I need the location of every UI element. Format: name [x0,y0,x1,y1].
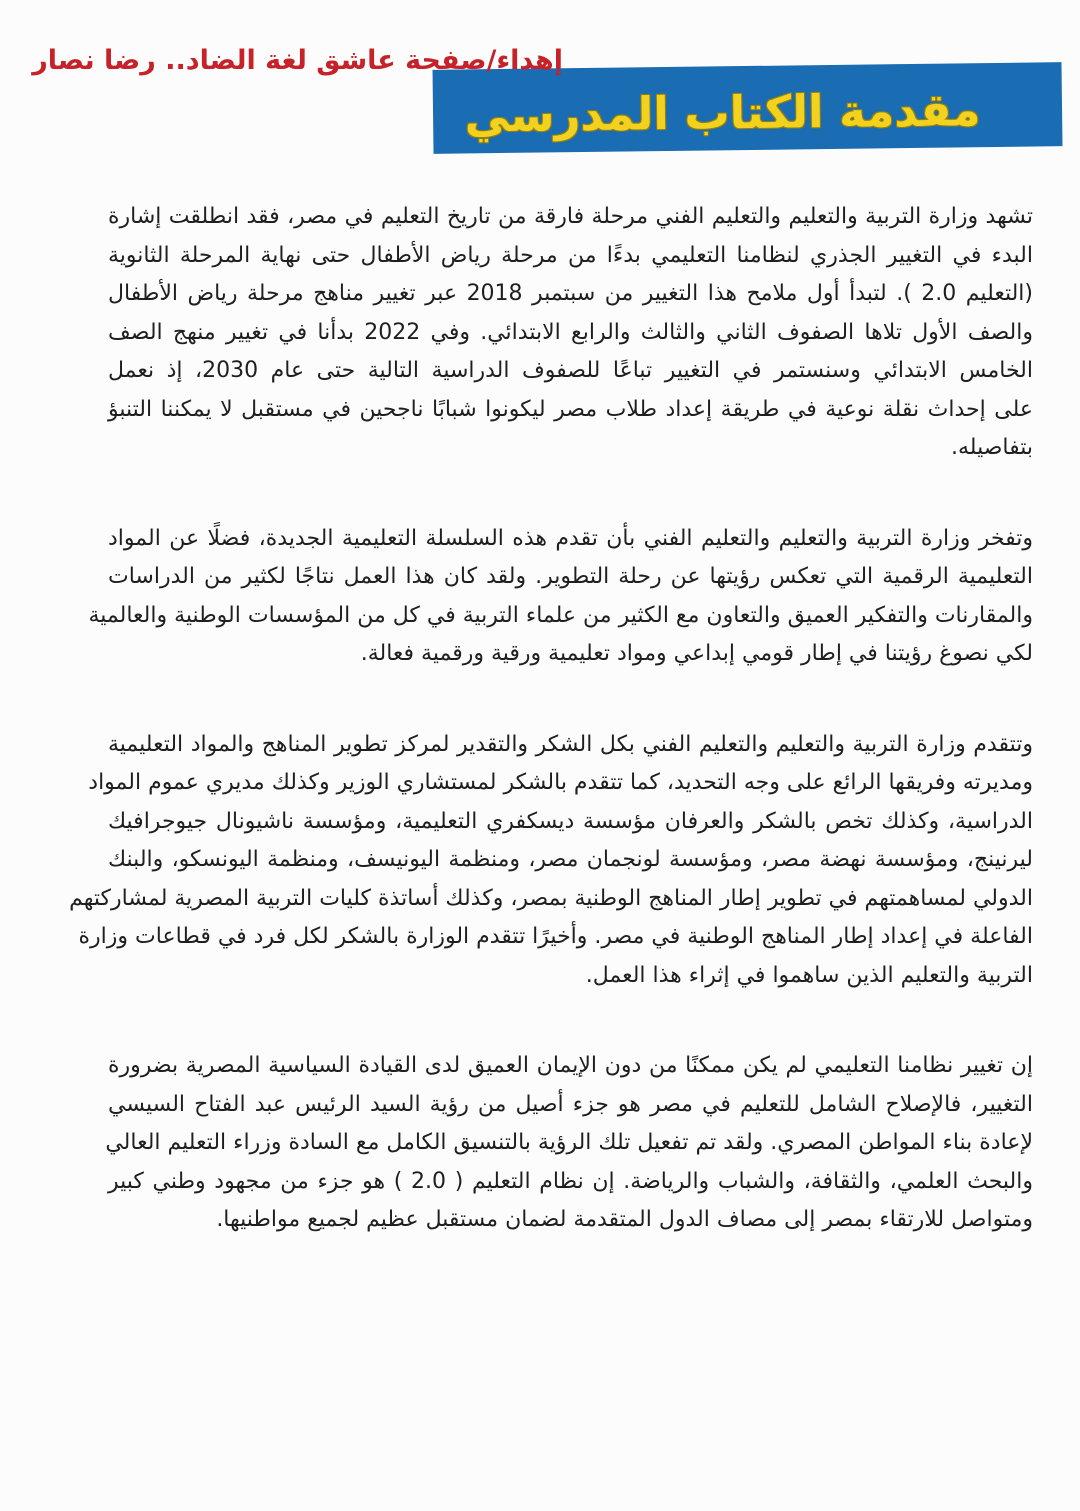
text-line: الدولي لمساهمتهم في تطوير إطار المناهج الوطنية بمصر، وكذلك أساتذة كليات التربية المصرية لمشاركتهم [69,885,1033,911]
paragraph [108,198,1033,468]
text-line: الدراسية، وكذلك تخص بالشكر والعرفان مؤسسة ديسكفري التعليمية، ومؤسسة ناشيونال جيوجرافيك [108,808,1033,834]
text-line: الفاعلة في إعداد إطار المناهج الوطنية في مصر. وأخيرًا تتقدم الوزارة بالشكر لكل فرد في قطاعات وزارة [78,924,1033,949]
paragraph [88,520,1033,674]
text-line: لكي نصوغ رؤيتنا في إطار قومي إبداعي ومواد تعليمية ورقية ورقمية فعالة. [360,641,1033,666]
text-line: التربية والتعليم الذين ساهموا في إثراء هذا العمل. [585,962,1033,988]
text-line: الخامس الابتدائي وسنستمر في التغيير تباعًا للصفوف الدراسية التالية حتى عام 2030، إذ نعمل [108,358,1033,383]
text-line: بتفاصيله. [951,435,1033,460]
text-line: ومديرته وفريقها الرائع على وجه التحديد، كما تتقدم بالشكر لمستشاري الوزير وكذلك مديري عموم المواد [88,770,1033,795]
text-line: ومتواصل للارتقاء بمصر إلى مصاف الدول المتقدمة لضمان مستقبل عظيم لجميع مواطنيها. [216,1207,1033,1232]
text-line: (التعليم 2.0 ). لتبدأ أول ملامح هذا التغيير من سبتمبر 2018 عبر تغيير مناهج مرحلة رياض الأطفال [108,281,1033,306]
dedication-watermark: إهداء/صفحة عاشق لغة الضاد.. رضا نصار [32,45,563,76]
text-line: والمقارنات والتفكير العميق والتعاون مع الكثير من علماء التربية في كل من المؤسسات الوطنية والعالمية [88,602,1033,628]
body-text [69,198,1033,1292]
text-line: وتفخر وزارة التربية والتعليم والتعليم الفني بأن تقدم هذه السلسلة التعليمية الجديدة، فضلًا عن المواد [108,525,1033,551]
page-title: مقدمة الكتاب المدرسي [464,82,981,142]
text-line: وتتقدم وزارة التربية والتعليم والتعليم الفني بكل الشكر والتقدير لمركز تطوير المناهج والمواد التعليمية [108,731,1033,757]
text-line: لإعادة بناء المواطن المصري. ولقد تم تفعيل تلك الرؤية بالتنسيق الكامل مع السادة وزراء التعليم العالي [105,1130,1033,1155]
text-line: ليرنينج، ومؤسسة نهضة مصر، ومؤسسة لونجمان مصر، ومنظمة اليونيسف، ومنظمة اليونسكو، والبنك [108,847,1033,872]
text-line: على إحداث نقلة نوعية في طريقة إعداد طلاب مصر ليكونوا شبابًا ناجحين في مستقبل لا يمكننا التنبؤ [108,396,1033,422]
text-line: البدء في التغيير الجذري لنظامنا التعليمي بدءًا من مرحلة رياض الأطفال حتى نهاية المرحلة الثانوية [108,242,1033,268]
text-line: والصف الأول تلاها الصفوف الثاني والثالث والرابع الابتدائي. وفي 2022 بدأنا في تغيير منهج الصف [108,319,1033,345]
text-line: تشهد وزارة التربية والتعليم والتعليم الفني مرحلة فارقة من تاريخ التعليم في مصر، فقد انطلقت إشارة [108,204,1033,229]
text-line: والبحث العلمي، والثقافة، والشباب والرياضة. إن نظام التعليم ( 2.0 ) هو جزء من مجهود وطني كبير [108,1168,1033,1194]
paragraph [105,1047,1033,1240]
paragraph [69,726,1033,996]
text-line: إن تغيير نظامنا التعليمي لم يكن ممكنًا من دون الإيمان العميق لدى القيادة السياسية المصرية بضرورة [108,1053,1033,1078]
text-line: التعليمية الرقمية التي تعكس رؤيتها عن رحلة التطوير. ولقد كان هذا العمل نتاجًا لكثير من الدراسات [108,564,1033,589]
text-line: التغيير، فالإصلاح الشامل للتعليم في مصر هو جزء أصيل من رؤية السيد الرئيس عبد الفتاح السيسي [108,1091,1033,1117]
